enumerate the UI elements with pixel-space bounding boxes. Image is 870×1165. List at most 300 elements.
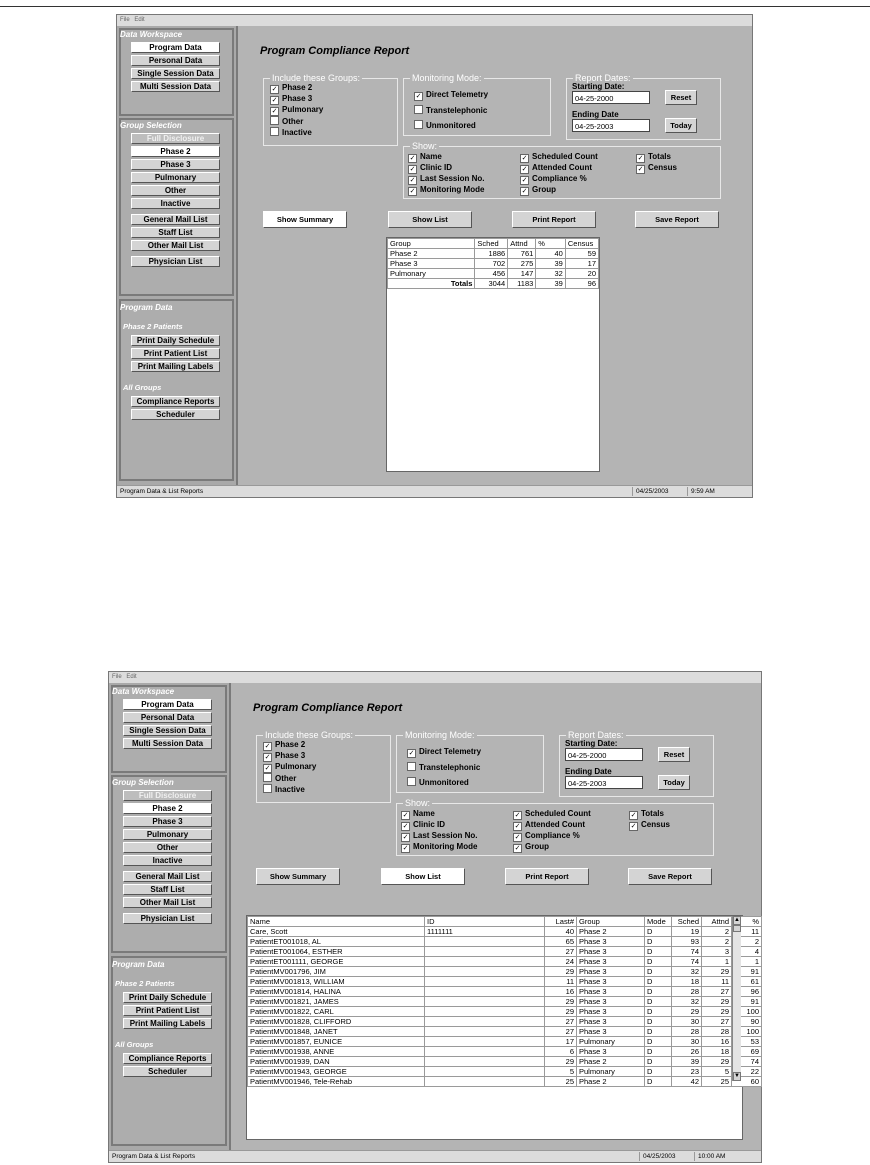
table-cell: PatientMV001848, JANET [248, 1027, 425, 1037]
show-totals-checkbox[interactable] [629, 809, 664, 820]
table-cell: Phase 2 [577, 927, 645, 937]
summary-header-cell: Census [565, 239, 598, 249]
print-mailing-labels-button[interactable]: Print Mailing Labels [123, 1018, 212, 1029]
table-cell: Care, Scott [248, 927, 425, 937]
list-header-cell[interactable]: Sched [672, 917, 702, 927]
table-cell: 29 [545, 967, 577, 977]
table-cell: 40 [545, 927, 577, 937]
table-cell: PatientMV001814, HALINA [248, 987, 425, 997]
print-patient-list-button[interactable]: Print Patient List [131, 348, 220, 359]
table-cell [425, 1007, 545, 1017]
include-groups-legend: Include these Groups: [272, 73, 361, 83]
include-other-checkbox-label: Other [282, 117, 304, 126]
show-clinic-id-checkbox[interactable] [408, 163, 452, 174]
show-name-checkbox[interactable] [401, 809, 435, 820]
show-totals-checkbox[interactable] [636, 152, 671, 163]
print-daily-schedule-button[interactable]: Print Daily Schedule [131, 335, 220, 346]
menu-file[interactable]: File [112, 674, 122, 680]
today-button[interactable]: Today [658, 775, 690, 790]
mode-unmonitored-checkbox-label: Unmonitored [426, 121, 476, 130]
include-other-checkbox-box[interactable] [263, 773, 272, 782]
show-last-session-no-checkbox[interactable] [401, 831, 477, 842]
table-cell: 96 [732, 987, 762, 997]
phase2-patients-heading: Phase 2 Patients [115, 979, 175, 988]
table-row[interactable] [248, 1047, 762, 1057]
compliance-reports-button[interactable]: Compliance Reports [131, 396, 220, 407]
show-scheduled-count-checkbox[interactable] [520, 152, 598, 163]
table-cell: 29 [702, 1007, 732, 1017]
table-cell: PatientMV001857, EUNICE [248, 1037, 425, 1047]
program-data-heading: Program Data [112, 960, 165, 969]
show-group-checkbox-box[interactable]: ✓ [521, 188, 528, 195]
report-dates-legend: Report Dates: [575, 73, 631, 83]
show-compliance-checkbox[interactable] [520, 174, 587, 185]
include-phase-3-checkbox-label: Phase 3 [275, 751, 306, 760]
show-list-button[interactable]: Show List [381, 868, 465, 885]
mode-direct-telemetry-checkbox[interactable] [407, 747, 481, 758]
include-pulmonary-checkbox[interactable] [270, 105, 323, 116]
status-text: Program Data & List Reports [112, 1153, 196, 1160]
show-group-checkbox[interactable] [520, 185, 556, 196]
list-header-row [248, 917, 762, 927]
table-cell: 3 [702, 947, 732, 957]
mode-unmonitored-checkbox-box[interactable] [407, 777, 416, 786]
include-inactive-checkbox-label: Inactive [282, 128, 312, 137]
include-inactive-checkbox-box[interactable] [263, 784, 272, 793]
scroll-up-arrow-icon[interactable]: ▲ [734, 917, 740, 923]
table-cell: 61 [732, 977, 762, 987]
include-pulmonary-checkbox[interactable] [263, 762, 316, 773]
group-pulmonary-button[interactable]: Pulmonary [131, 172, 220, 183]
table-row[interactable] [248, 987, 762, 997]
show-name-checkbox-box[interactable]: ✓ [409, 155, 416, 162]
data-workspace-heading: Data Workspace [112, 687, 175, 696]
show-census-checkbox-label: Census [641, 820, 670, 829]
include-phase-2-checkbox[interactable] [270, 83, 312, 94]
show-totals-checkbox-box[interactable]: ✓ [630, 812, 637, 819]
table-cell: D [645, 1007, 672, 1017]
include-other-checkbox[interactable] [270, 116, 303, 126]
monitoring-mode-box [403, 73, 551, 136]
show-census-checkbox-label: Census [648, 163, 677, 172]
table-cell: 16 [545, 987, 577, 997]
report-dates-box [566, 73, 721, 140]
workspace-multi-session-data-button[interactable]: Multi Session Data [123, 738, 212, 749]
mode-direct-telemetry-checkbox-label: Direct Telemetry [419, 747, 482, 756]
mode-unmonitored-checkbox-label: Unmonitored [419, 778, 469, 787]
starting-date-input[interactable]: 04-25-2000 [565, 748, 643, 761]
show-last-session-no-checkbox-label: Last Session No. [420, 174, 485, 183]
main-area [238, 26, 750, 485]
show-compliance-checkbox-box[interactable]: ✓ [521, 177, 528, 184]
table-cell: 74 [672, 957, 702, 967]
table-cell: Phase 2 [577, 1057, 645, 1067]
mode-transtelephonic-checkbox-label: Transtelephonic [419, 763, 481, 772]
workspace-program-data-button[interactable]: Program Data [123, 699, 212, 710]
group-phase-2-button[interactable]: Phase 2 [123, 803, 212, 814]
table-cell: PatientMV001938, ANNE [248, 1047, 425, 1057]
general-mail-list-button[interactable]: General Mail List [131, 214, 220, 225]
mode-transtelephonic-checkbox-box[interactable] [414, 105, 423, 114]
include-pulmonary-checkbox-box[interactable]: ✓ [271, 108, 278, 115]
table-cell: D [645, 977, 672, 987]
group-other-button[interactable]: Other [123, 842, 212, 853]
show-list-button[interactable]: Show List [388, 211, 472, 228]
table-row[interactable] [388, 259, 599, 269]
list-header-cell[interactable]: Group [577, 917, 645, 927]
include-groups-box [256, 730, 391, 803]
include-inactive-checkbox[interactable] [263, 784, 305, 794]
show-legend: Show: [412, 141, 438, 151]
table-cell: 29 [545, 997, 577, 1007]
table-cell [425, 1017, 545, 1027]
menu-bar [117, 15, 752, 26]
mode-unmonitored-checkbox[interactable] [407, 777, 469, 787]
table-row[interactable] [248, 1027, 762, 1037]
table-cell: PatientMV001821, JAMES [248, 997, 425, 1007]
table-cell: Pulmonary [577, 1037, 645, 1047]
other-mail-list-button[interactable]: Other Mail List [131, 240, 220, 251]
show-attended-count-checkbox-box[interactable]: ✓ [514, 823, 521, 830]
include-pulmonary-checkbox-box[interactable]: ✓ [264, 765, 271, 772]
show-attended-count-checkbox-box[interactable]: ✓ [521, 166, 528, 173]
include-phase-3-checkbox-box[interactable]: ✓ [271, 97, 278, 104]
table-cell: Phase 3 [577, 997, 645, 1007]
program-data-heading: Program Data [120, 303, 173, 312]
summary-table [387, 238, 599, 289]
report-dates-legend: Report Dates: [568, 730, 624, 740]
mode-transtelephonic-checkbox[interactable] [407, 762, 480, 772]
table-row[interactable] [248, 1057, 762, 1067]
show-clinic-id-checkbox-label: Clinic ID [420, 163, 453, 172]
list-header-cell[interactable]: ID [425, 917, 545, 927]
list-header-cell[interactable]: Mode [645, 917, 672, 927]
group-phase-3-button[interactable]: Phase 3 [123, 816, 212, 827]
include-phase-3-checkbox[interactable] [270, 94, 312, 105]
show-save-button[interactable]: Save Report [628, 868, 712, 885]
mode-direct-telemetry-checkbox[interactable] [414, 90, 488, 101]
table-row[interactable] [248, 1037, 762, 1047]
table-cell: 27 [702, 1017, 732, 1027]
show-last-session-no-checkbox-box[interactable]: ✓ [402, 834, 409, 841]
show-compliance-checkbox[interactable] [513, 831, 580, 842]
mode-transtelephonic-checkbox-label: Transtelephonic [426, 106, 488, 115]
table-cell: 1 [732, 957, 762, 967]
table-cell [425, 987, 545, 997]
general-mail-list-button[interactable]: General Mail List [123, 871, 212, 882]
show-compliance-checkbox-label: Compliance % [525, 831, 580, 840]
table-row[interactable] [248, 1067, 762, 1077]
show-group-checkbox-box[interactable]: ✓ [514, 845, 521, 852]
include-inactive-checkbox-label: Inactive [275, 785, 305, 794]
table-cell [425, 1037, 545, 1047]
table-cell: 28 [702, 1027, 732, 1037]
show-clinic-id-checkbox-box[interactable]: ✓ [402, 823, 409, 830]
table-cell: 28 [672, 987, 702, 997]
ending-date-input[interactable]: 04-25-2003 [565, 776, 643, 789]
show-summary-button[interactable]: Show Summary [256, 868, 340, 885]
show-last-session-no-checkbox-box[interactable]: ✓ [409, 177, 416, 184]
table-cell: PatientMV001939, DAN [248, 1057, 425, 1067]
workspace-personal-data-button[interactable]: Personal Data [131, 55, 220, 66]
group-full-disclosure-button[interactable]: Full Disclosure [123, 790, 212, 801]
show-group-checkbox[interactable] [513, 842, 549, 853]
table-cell: 59 [565, 249, 598, 259]
print-patient-list-button[interactable]: Print Patient List [123, 1005, 212, 1016]
group-pulmonary-button[interactable]: Pulmonary [123, 829, 212, 840]
mode-unmonitored-checkbox-box[interactable] [414, 120, 423, 129]
table-cell: Phase 3 [577, 937, 645, 947]
table-row[interactable] [248, 1077, 762, 1087]
table-cell [425, 1067, 545, 1077]
table-cell: 5 [702, 1067, 732, 1077]
show-totals-checkbox-box[interactable]: ✓ [637, 155, 644, 162]
show-group-checkbox-label: Group [525, 842, 549, 851]
table-row[interactable] [388, 269, 599, 279]
app-window-list [108, 671, 762, 1163]
table-row[interactable] [248, 947, 762, 957]
totals-cell: 1183 [508, 279, 536, 289]
show-scheduled-count-checkbox-label: Scheduled Count [532, 152, 598, 161]
status-bar [109, 1150, 761, 1162]
menu-file[interactable]: File [120, 17, 130, 23]
patient-list-table [247, 916, 762, 1087]
show-monitoring-mode-checkbox-label: Monitoring Mode [420, 185, 485, 194]
show-last-session-no-checkbox-label: Last Session No. [413, 831, 478, 840]
summary-header-cell: % [536, 239, 566, 249]
staff-list-button[interactable]: Staff List [131, 227, 220, 238]
show-group-checkbox-label: Group [532, 185, 556, 194]
workspace-personal-data-button[interactable]: Personal Data [123, 712, 212, 723]
patient-list-scrollbar[interactable] [732, 916, 741, 1081]
table-row[interactable] [248, 997, 762, 1007]
menu-edit[interactable]: Edit [126, 674, 137, 680]
table-cell: D [645, 967, 672, 977]
show-census-checkbox-box[interactable]: ✓ [637, 166, 644, 173]
table-cell: 27 [545, 1017, 577, 1027]
table-cell [425, 957, 545, 967]
show-scheduled-count-checkbox-box[interactable]: ✓ [514, 812, 521, 819]
table-row[interactable] [248, 1007, 762, 1017]
group-other-button[interactable]: Other [131, 185, 220, 196]
table-cell [425, 1077, 545, 1087]
mode-transtelephonic-checkbox-box[interactable] [407, 762, 416, 771]
table-cell: 18 [672, 977, 702, 987]
table-row[interactable] [248, 957, 762, 967]
show-monitoring-mode-checkbox[interactable] [408, 185, 484, 196]
show-last-session-no-checkbox[interactable] [408, 174, 484, 185]
show-print-button[interactable]: Print Report [505, 868, 589, 885]
physician-list-button[interactable]: Physician List [131, 256, 220, 267]
table-cell: 32 [536, 269, 566, 279]
include-phase-2-checkbox[interactable] [263, 740, 305, 751]
show-clinic-id-checkbox-box[interactable]: ✓ [409, 166, 416, 173]
table-cell: 29 [702, 967, 732, 977]
group-phase-3-button[interactable]: Phase 3 [131, 159, 220, 170]
table-cell [425, 937, 545, 947]
all-groups-heading: All Groups [123, 383, 162, 392]
table-cell: 60 [732, 1077, 762, 1087]
table-cell: 2 [732, 937, 762, 947]
status-text: Program Data & List Reports [120, 488, 204, 495]
table-cell: 27 [545, 1027, 577, 1037]
workspace-single-session-data-button[interactable]: Single Session Data [123, 725, 212, 736]
table-cell: D [645, 927, 672, 937]
table-cell: D [645, 957, 672, 967]
mode-transtelephonic-checkbox[interactable] [414, 105, 487, 115]
physician-list-button[interactable]: Physician List [123, 913, 212, 924]
table-cell: D [645, 947, 672, 957]
table-cell: 91 [732, 997, 762, 1007]
ending-date-input[interactable]: 04-25-2003 [572, 119, 650, 132]
table-cell: PatientMV001822, CARL [248, 1007, 425, 1017]
table-row[interactable] [388, 249, 599, 259]
list-header-cell[interactable]: % [732, 917, 762, 927]
include-groups-box [263, 73, 398, 146]
show-name-checkbox-box[interactable]: ✓ [402, 812, 409, 819]
show-monitoring-mode-checkbox-box[interactable]: ✓ [409, 188, 416, 195]
group-inactive-button[interactable]: Inactive [123, 855, 212, 866]
mode-direct-telemetry-checkbox-box[interactable]: ✓ [415, 93, 422, 100]
scheduler-button[interactable]: Scheduler [123, 1066, 212, 1077]
table-cell [425, 1047, 545, 1057]
table-cell: 29 [545, 1007, 577, 1017]
scroll-down-arrow-icon[interactable]: ▼ [734, 1073, 740, 1079]
table-cell: 1886 [475, 249, 508, 259]
show-save-button[interactable]: Save Report [635, 211, 719, 228]
group-phase-2-button[interactable]: Phase 2 [131, 146, 220, 157]
other-mail-list-button[interactable]: Other Mail List [123, 897, 212, 908]
main-area [231, 683, 759, 1150]
include-phase-2-checkbox-box[interactable]: ✓ [264, 743, 271, 750]
show-monitoring-mode-checkbox[interactable] [401, 842, 477, 853]
table-cell: 11 [702, 977, 732, 987]
include-pulmonary-checkbox-label: Pulmonary [282, 105, 324, 114]
include-inactive-checkbox-box[interactable] [270, 127, 279, 136]
show-name-checkbox-label: Name [413, 809, 435, 818]
menu-edit[interactable]: Edit [134, 17, 145, 23]
include-phase-3-checkbox[interactable] [263, 751, 305, 762]
table-cell: 20 [565, 269, 598, 279]
data-workspace-heading: Data Workspace [120, 30, 183, 39]
table-row[interactable] [248, 927, 762, 937]
mode-unmonitored-checkbox[interactable] [414, 120, 476, 130]
include-phase-2-checkbox-box[interactable]: ✓ [271, 86, 278, 93]
sidebar [109, 683, 231, 1150]
table-cell: 1111111 [425, 927, 545, 937]
table-cell: 27 [545, 947, 577, 957]
show-attended-count-checkbox[interactable] [513, 820, 585, 831]
report-title: Program Compliance Report [260, 45, 410, 57]
table-row[interactable] [248, 967, 762, 977]
table-cell: D [645, 1057, 672, 1067]
workspace-single-session-data-button[interactable]: Single Session Data [131, 68, 220, 79]
include-phase-2-checkbox-label: Phase 2 [282, 83, 313, 92]
group-selection-heading: Group Selection [112, 778, 174, 787]
monitoring-mode-legend: Monitoring Mode: [412, 73, 482, 83]
group-full-disclosure-button[interactable]: Full Disclosure [131, 133, 220, 144]
report-title: Program Compliance Report [253, 702, 403, 714]
monitoring-mode-legend: Monitoring Mode: [405, 730, 475, 740]
show-scheduled-count-checkbox[interactable] [513, 809, 591, 820]
print-daily-schedule-button[interactable]: Print Daily Schedule [123, 992, 212, 1003]
table-cell: 18 [702, 1047, 732, 1057]
show-census-checkbox[interactable] [629, 820, 670, 831]
table-cell: D [645, 1017, 672, 1027]
table-cell: 74 [732, 1057, 762, 1067]
include-inactive-checkbox[interactable] [270, 127, 312, 137]
table-cell: 39 [536, 259, 566, 269]
starting-date-input[interactable]: 04-25-2000 [572, 91, 650, 104]
reset-button[interactable]: Reset [665, 90, 697, 105]
table-row[interactable] [248, 937, 762, 947]
show-compliance-checkbox-box[interactable]: ✓ [514, 834, 521, 841]
status-date: 04/25/2003 [632, 487, 687, 496]
menu-bar [109, 672, 761, 683]
include-other-checkbox[interactable] [263, 773, 296, 783]
all-groups-heading: All Groups [115, 1040, 154, 1049]
scheduler-button[interactable]: Scheduler [131, 409, 220, 420]
reset-button[interactable]: Reset [658, 747, 690, 762]
table-cell: 16 [702, 1037, 732, 1047]
show-monitoring-mode-checkbox-box[interactable]: ✓ [402, 845, 409, 852]
table-cell: 28 [672, 1027, 702, 1037]
table-cell: 702 [475, 259, 508, 269]
table-row[interactable] [248, 1017, 762, 1027]
workspace-program-data-button[interactable]: Program Data [131, 42, 220, 53]
show-scheduled-count-checkbox-box[interactable]: ✓ [521, 155, 528, 162]
table-cell: Phase 3 [577, 947, 645, 957]
print-mailing-labels-button[interactable]: Print Mailing Labels [131, 361, 220, 372]
table-cell: 147 [508, 269, 536, 279]
table-cell: 32 [672, 997, 702, 1007]
include-other-checkbox-box[interactable] [270, 116, 279, 125]
table-row[interactable] [248, 977, 762, 987]
show-census-checkbox-box[interactable]: ✓ [630, 823, 637, 830]
show-print-button[interactable]: Print Report [512, 211, 596, 228]
include-phase-2-checkbox-label: Phase 2 [275, 740, 306, 749]
table-cell: 100 [732, 1007, 762, 1017]
compliance-reports-button[interactable]: Compliance Reports [123, 1053, 212, 1064]
show-monitoring-mode-checkbox-label: Monitoring Mode [413, 842, 478, 851]
table-cell: Phase 3 [577, 967, 645, 977]
show-name-checkbox[interactable] [408, 152, 442, 163]
list-header-cell[interactable]: Last# [545, 917, 577, 927]
table-cell [425, 1057, 545, 1067]
include-phase-3-checkbox-box[interactable]: ✓ [264, 754, 271, 761]
workspace-multi-session-data-button[interactable]: Multi Session Data [131, 81, 220, 92]
group-selection-heading: Group Selection [120, 121, 182, 130]
list-header-cell[interactable]: Name [248, 917, 425, 927]
table-cell: 6 [545, 1047, 577, 1057]
show-census-checkbox[interactable] [636, 163, 677, 174]
mode-direct-telemetry-checkbox-box[interactable]: ✓ [408, 750, 415, 757]
show-attended-count-checkbox[interactable] [520, 163, 592, 174]
show-clinic-id-checkbox[interactable] [401, 820, 445, 831]
summary-header-row [388, 239, 599, 249]
scroll-thumb[interactable] [733, 925, 741, 932]
today-button[interactable]: Today [665, 118, 697, 133]
table-cell: Phase 3 [388, 259, 475, 269]
show-clinic-id-checkbox-label: Clinic ID [413, 820, 446, 829]
table-cell: 32 [672, 967, 702, 977]
show-summary-button[interactable]: Show Summary [263, 211, 347, 228]
list-header-cell[interactable]: Attnd [702, 917, 732, 927]
table-cell: 30 [672, 1017, 702, 1027]
group-inactive-button[interactable]: Inactive [131, 198, 220, 209]
staff-list-button[interactable]: Staff List [123, 884, 212, 895]
mode-direct-telemetry-checkbox-label: Direct Telemetry [426, 90, 489, 99]
